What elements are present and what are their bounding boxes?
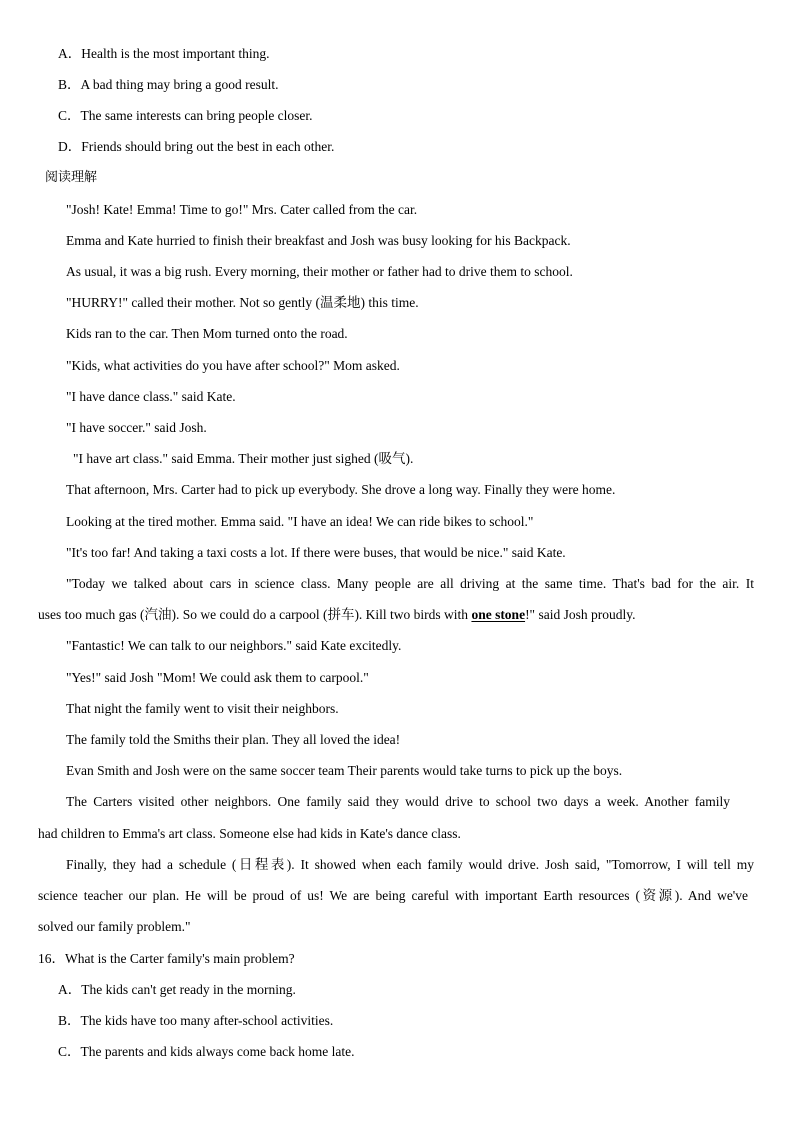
question-16-stem: 16．What is the Carter family's main problem?	[38, 951, 295, 966]
passage-paragraph: The family told the Smiths their plan. They all loved the idea!	[66, 732, 401, 747]
underlined-phrase: one stone	[471, 607, 526, 622]
passage-paragraph: Evan Smith and Josh were on the same soccer team Their parents would take turns to pick up the boys.	[66, 763, 623, 778]
passage-paragraph: "It's too far! And taking a taxi costs a lot. If there were buses, that would be nice." said Kate.	[66, 545, 566, 560]
passage-paragraph: As usual, it was a big rush. Every morning, their mother or father had to drive them to school.	[66, 264, 573, 279]
option-b: B．A bad thing may bring a good result.	[58, 77, 279, 92]
passage-paragraph: "I have art class." said Emma. Their mother just sighed (吸气).	[73, 451, 414, 466]
passage-paragraph-continued: had children to Emma's art class. Someone else had kids in Kate's dance class.	[38, 826, 461, 841]
passage-text: !" said Josh proudly.	[525, 607, 636, 622]
passage-paragraph: "HURRY!" called their mother. Not so gently (温柔地) this time.	[66, 295, 419, 310]
passage-paragraph: Kids ran to the car. Then Mom turned onto the road.	[66, 326, 348, 341]
passage-paragraph: The Carters visited other neighbors. One family said they would drive to school two days a week. Another family	[66, 794, 730, 809]
option-d: D．Friends should bring out the best in each other.	[58, 139, 335, 154]
passage-paragraph: "Fantastic! We can talk to our neighbors." said Kate excitedly.	[66, 638, 402, 653]
section-title: 阅读理解	[45, 170, 98, 185]
passage-paragraph-continued: solved our family problem."	[38, 919, 191, 934]
passage-paragraph-continued	[38, 607, 635, 623]
passage-paragraph: "Kids, what activities do you have after school?" Mom asked.	[66, 358, 400, 373]
passage-text: uses too much gas (汽油). So we could do a carpool (拼车). Kill two birds with	[38, 607, 472, 622]
question-16-option-a: A．The kids can't get ready in the morning.	[58, 982, 296, 997]
passage-paragraph: That afternoon, Mrs. Carter had to pick up everybody. She drove a long way. Finally they were home.	[66, 482, 616, 497]
question-16-option-c: C．The parents and kids always come back home late.	[58, 1044, 355, 1059]
passage-paragraph: Finally, they had a schedule (日程表). It showed when each family would drive. Josh said, "Tomorrow, I will tell my	[66, 857, 754, 872]
passage-paragraph: Looking at the tired mother. Emma said. "I have an idea! We can ride bikes to school."	[66, 514, 534, 529]
passage-paragraph: "Today we talked about cars in science class. Many people are all driving at the same time. That's bad for the air. It	[66, 576, 754, 591]
passage-paragraph-continued: science teacher our plan. He will be proud of us! We are being careful with important Earth resources (资源). And we've	[38, 888, 748, 903]
passage-paragraph: "I have dance class." said Kate.	[66, 389, 236, 404]
passage-paragraph: Emma and Kate hurried to finish their breakfast and Josh was busy looking for his Backpack.	[66, 233, 571, 248]
passage-paragraph: "I have soccer." said Josh.	[66, 420, 207, 435]
passage-paragraph: "Josh! Kate! Emma! Time to go!" Mrs. Cater called from the car.	[66, 202, 418, 217]
question-16-option-b: B．The kids have too many after-school activities.	[58, 1013, 334, 1028]
passage-paragraph: That night the family went to visit their neighbors.	[66, 701, 339, 716]
passage-paragraph: "Yes!" said Josh "Mom! We could ask them to carpool."	[66, 670, 369, 685]
option-a: A．Health is the most important thing.	[58, 46, 270, 61]
option-c: C．The same interests can bring people closer.	[58, 108, 313, 123]
